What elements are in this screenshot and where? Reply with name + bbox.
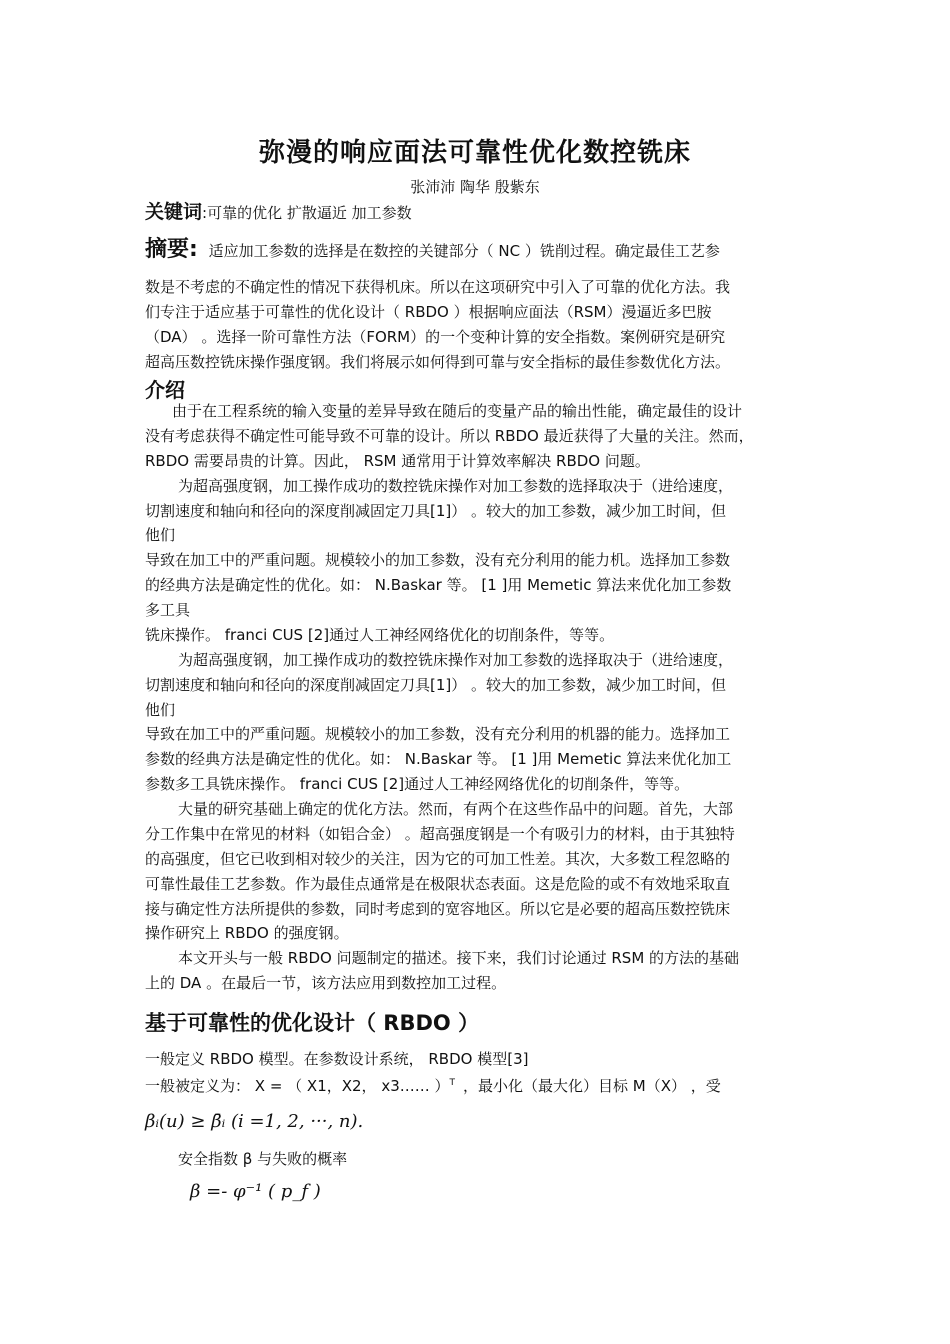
constraint-formula: βᵢ(u) ≥ β̄ᵢ (i =1, 2, ···, n). bbox=[145, 1111, 364, 1132]
abstract-line: （DA） 。选择一阶可靠性方法（FORM）的一个变种计算的安全指数。案例研究是研究 bbox=[145, 328, 726, 346]
abstract-first-line bbox=[145, 237, 720, 262]
intro-line: 导致在加工中的严重问题。规模较小的加工参数，没有充分利用的机器的能力。选择加工 bbox=[145, 725, 731, 743]
beta-formula: β =- φ⁻¹ ( p_f ) bbox=[190, 1181, 321, 1202]
keywords-colon: : bbox=[202, 204, 208, 222]
abstract-line: 数是不考虑的不确定性的情况下获得机床。所以在这项研究中引入了可靠的优化方法。我 bbox=[145, 278, 731, 296]
transpose-superscript: T bbox=[449, 1078, 456, 1088]
abstract-line: 超高压数控铣床操作强度钢。我们将展示如何得到可靠与安全指标的最佳参数优化方法。 bbox=[145, 353, 731, 371]
intro-heading: 介绍 bbox=[145, 378, 185, 402]
abstract-label: 摘要: bbox=[145, 237, 198, 262]
safety-index-text: 安全指数 β 与失败的概率 bbox=[178, 1150, 348, 1168]
intro-line: 他们 bbox=[145, 701, 176, 719]
rbdo-line bbox=[145, 1073, 721, 1096]
keywords-label: 关键词 bbox=[145, 201, 203, 223]
keywords-line bbox=[145, 202, 412, 223]
paper-title: 弥漫的响应面法可靠性优化数控铣床 bbox=[258, 138, 691, 168]
intro-line: 为超高强度钢，加工操作成功的数控铣床操作对加工参数的选择取决于（进给速度， bbox=[178, 477, 734, 495]
intro-line: 铣床操作。 franci CUS [2]通过人工神经网络优化的切削条件，等等。 bbox=[145, 626, 615, 644]
rbdo-line: 一般定义 RBDO 模型。在参数设计系统， RBDO 模型[3] bbox=[145, 1050, 529, 1068]
intro-line: 分工作集中在常见的材料（如铝合金） 。超高强度钢是一个有吸引力的材料，由于其独特 bbox=[145, 825, 735, 843]
rbdo-line-part: ，最小化（最大化）目标 M（X） ，受 bbox=[463, 1077, 721, 1095]
abstract-line: 适应加工参数的选择是在数控的关键部分（ NC ）铣削过程。确定最佳工艺参 bbox=[208, 242, 720, 260]
intro-line: 他们 bbox=[145, 526, 176, 544]
intro-line: 上的 DA 。在最后一节，该方法应用到数控加工过程。 bbox=[145, 974, 507, 992]
intro-line: 导致在加工中的严重问题。规模较小的加工参数，没有充分利用的能力机。选择加工参数 bbox=[145, 551, 731, 569]
intro-line: 接与确定性方法所提供的参数，同时考虑到的宽容地区。所以它是必要的超高压数控铣床 bbox=[145, 900, 731, 918]
keywords-text: 可靠的优化 扩散逼近 加工参数 bbox=[207, 204, 412, 222]
intro-line: 切割速度和轴向和径向的深度削减固定刀具[1]） 。较大的加工参数，减少加工时间，但 bbox=[145, 502, 727, 520]
intro-line: 的经典方法是确定性的优化。如： N.Baskar 等。 [1 ]用 Memetic 算法来优化加工参数 bbox=[145, 576, 732, 594]
intro-line: 操作研究上 RBDO 的强度钢。 bbox=[145, 924, 349, 942]
intro-line: 为超高强度钢，加工操作成功的数控铣床操作对加工参数的选择取决于（进给速度， bbox=[178, 651, 734, 669]
intro-line: 由于在工程系统的输入变量的差异导致在随后的变量产品的输出性能，确定最佳的设计 bbox=[172, 402, 743, 420]
intro-line: RBDO 需要昂贵的计算。因此， RSM 通常用于计算效率解决 RBDO 问题。 bbox=[145, 452, 650, 470]
author-line: 张沛沛 陶华 殷紫东 bbox=[410, 178, 540, 196]
intro-line: 参数的经典方法是确定性的优化。如： N.Baskar 等。 [1 ]用 Memetic 算法来优化加工 bbox=[145, 750, 732, 768]
intro-line: 参数多工具铣床操作。 franci CUS [2]通过人工神经网络优化的切削条件，等等。 bbox=[145, 775, 690, 793]
intro-line: 可靠性最佳工艺参数。作为最佳点通常是在极限状态表面。这是危险的或不有效地采取直 bbox=[145, 875, 731, 893]
intro-line: 大量的研究基础上确定的优化方法。然而，有两个在这些作品中的问题。首先，大部 bbox=[178, 800, 734, 818]
intro-line: 本文开头与一般 RBDO 问题制定的描述。接下来，我们讨论通过 RSM 的方法的基础 bbox=[178, 949, 740, 967]
intro-line: 多工具 bbox=[145, 601, 191, 619]
rbdo-heading: 基于可靠性的优化设计（ RBDO ） bbox=[145, 1011, 480, 1035]
intro-line: 切割速度和轴向和径向的深度削减固定刀具[1]） 。较大的加工参数，减少加工时间，但 bbox=[145, 676, 727, 694]
rbdo-line-part: 一般被定义为： X = （ X1，X2， x3…… ） bbox=[145, 1077, 450, 1095]
intro-line: 没有考虑获得不确定性可能导致不可靠的设计。所以 RBDO 最近获得了大量的关注。然而， bbox=[145, 427, 754, 445]
intro-line: 的高强度，但它已收到相对较少的关注，因为它的可加工性差。其次，大多数工程忽略的 bbox=[145, 850, 731, 868]
abstract-line: 们专注于适应基于可靠性的优化设计（ RBDO ）根据响应面法（RSM）漫逼近多巴胺 bbox=[145, 303, 712, 321]
